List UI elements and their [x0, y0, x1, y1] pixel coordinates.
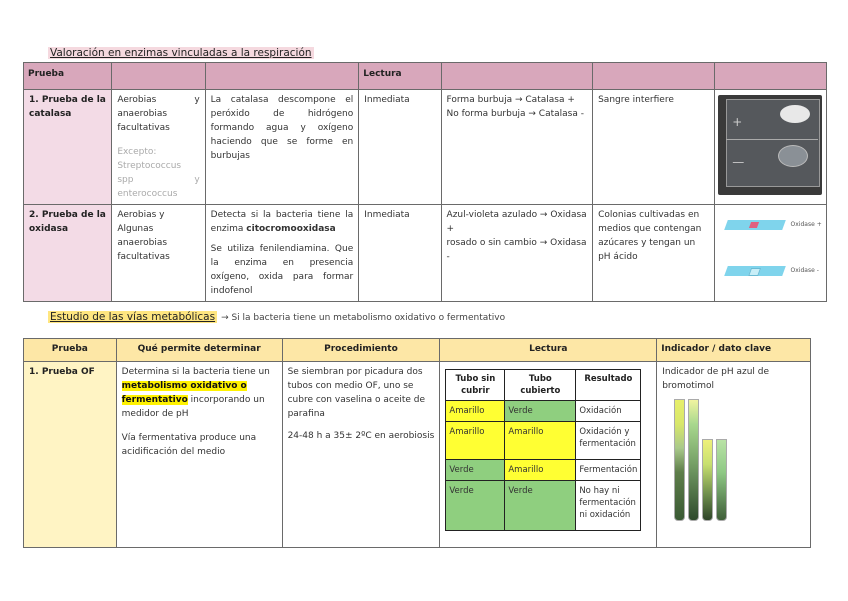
- oxidasa-desc-2: Se utiliza fenilendiamina. Que la enzima en presencia oxígeno, oxida para formar indofenol: [210, 244, 354, 296]
- table-row: [24, 205, 827, 302]
- of-determina: [116, 362, 282, 548]
- catalasa-neg: No forma burbuja → Catalasa -: [446, 109, 584, 119]
- lectura-header-res: Resultado: [576, 370, 641, 401]
- lectura-table: [445, 369, 641, 531]
- minus-label: —: [732, 155, 745, 169]
- header-prueba-of: Prueba: [24, 339, 117, 362]
- tube: [688, 399, 699, 521]
- catalasa-organismos-text: Aerobias y anaerobias facultativas: [117, 95, 200, 133]
- of-lectura: [440, 362, 657, 548]
- header-blank-4: [593, 63, 714, 90]
- strip-positive-label: Oxidase +: [790, 221, 822, 228]
- lectura-table-header: [446, 370, 641, 401]
- tube: [702, 439, 713, 521]
- prueba-of: 1. Prueba OF: [24, 362, 117, 548]
- strip-negative-dot: [748, 268, 761, 276]
- catalasa-excepto: Excepto: Streptococcus spp y enterococcus: [117, 147, 200, 199]
- cell-sin: Amarillo: [446, 422, 505, 460]
- enzyme-table: [23, 62, 827, 302]
- of-determina-pre: Determina si la bacteria tiene un: [121, 367, 270, 377]
- cell-res: No hay ni fermentación ni oxidación: [576, 481, 641, 531]
- metabolic-table: [23, 338, 811, 548]
- cell-sin: Amarillo: [446, 401, 505, 422]
- of-indicador: [657, 362, 811, 548]
- catalasa-nota: Sangre interfiere: [593, 90, 714, 205]
- cell-res: Oxidación: [576, 401, 641, 422]
- plus-label: +: [732, 115, 743, 129]
- cell-sin: Verde: [446, 460, 505, 481]
- prueba-oxidasa: 2. Prueba de la oxidasa: [24, 205, 112, 302]
- oxidasa-pos: Azul-violeta azulado → Oxidasa +: [446, 210, 587, 234]
- header-blank-2: [205, 63, 359, 90]
- of-procedimiento: [282, 362, 440, 548]
- tube: [674, 399, 685, 521]
- of-procedimiento-text: Se siembran por picadura dos tubos con medio OF, uno se cubre con vaselina o aceite de parafina: [287, 367, 426, 419]
- of-condiciones: 24-48 h a 35± 2ºC en aerobiosis: [287, 431, 435, 441]
- cell-cub: Amarillo: [505, 422, 576, 460]
- enzyme-table-header: [24, 63, 827, 90]
- table-row: [446, 401, 641, 422]
- strip-negative: [724, 266, 786, 276]
- table-row: [24, 90, 827, 205]
- of-via: Vía fermentativa produce una acidificación del medio: [121, 433, 257, 457]
- of-indicador-text: Indicador de pH azul de bromotimol: [662, 367, 770, 391]
- catalasa-image-cell: [714, 90, 826, 205]
- catalasa-resultado: [441, 90, 593, 205]
- cell-cub: Verde: [505, 401, 576, 422]
- lectura-header-cub: Tubo cubierto: [505, 370, 576, 401]
- section1-title: Valoración en enzimas vinculadas a la respiración: [50, 47, 312, 59]
- strip-positive: [724, 220, 786, 230]
- slide-divider: [726, 139, 818, 140]
- cell-cub: Amarillo: [505, 460, 576, 481]
- cell-sin: Verde: [446, 481, 505, 531]
- table-row: [446, 460, 641, 481]
- catalasa-descripcion: La catalasa descompone el peróxido de hidrógeno formando agua y oxígeno haciendo que se forme en burbujas: [205, 90, 359, 205]
- header-indicador: Indicador / dato clave: [657, 339, 811, 362]
- catalasa-lectura: Inmediata: [359, 90, 441, 205]
- header-blank-3: [441, 63, 593, 90]
- of-tubes-photo: [670, 399, 730, 539]
- oxidasa-image-cell: [714, 205, 826, 302]
- header-lectura: Lectura: [359, 63, 441, 90]
- catalasa-pos: Forma burbuja → Catalasa +: [446, 95, 575, 105]
- oxidasa-desc-1: [211, 208, 354, 236]
- section2-title: Estudio de las vías metabólicas → Si la bacteria tiene un metabolismo oxidativo o fermentativo: [50, 311, 506, 323]
- catalase-photo: [718, 95, 822, 195]
- strip-negative-label: Oxidase -: [790, 267, 819, 274]
- oxidasa-nota: Colonias cultivadas en medios que contengan azúcares y tengan un pH ácido: [593, 205, 714, 302]
- oxidasa-lectura: Inmediata: [359, 205, 441, 302]
- of-determina-mark: metabolismo oxidativo o fermentativo: [121, 381, 247, 405]
- strip-positive-dot: [748, 222, 758, 228]
- header-lectura-of: Lectura: [440, 339, 657, 362]
- oxidasa-descripcion: [205, 205, 359, 302]
- section2-subtitle: → Si la bacteria tiene un metabolismo oxidativo o fermentativo: [221, 313, 506, 323]
- table-row: [446, 481, 641, 531]
- oxidasa-enzima: citocromooxidasa: [246, 224, 336, 234]
- cell-res: Fermentación: [576, 460, 641, 481]
- header-determina: Qué permite determinar: [116, 339, 282, 362]
- cell-res: Oxidación y fermentación: [576, 422, 641, 460]
- header-blank-1: [112, 63, 205, 90]
- oxidasa-desc-pre: Detecta si la bacteria tiene la enzima: [210, 210, 354, 234]
- header-blank-5: [714, 63, 826, 90]
- cell-cub: Verde: [505, 481, 576, 531]
- catalasa-organismos: [112, 90, 205, 205]
- of-determina-post: incorporando un medidor de pH: [121, 395, 265, 419]
- oxidasa-resultado: [441, 205, 593, 302]
- table-row: [446, 422, 641, 460]
- of-determina-text: [122, 365, 277, 421]
- header-procedimiento: Procedimiento: [282, 339, 440, 362]
- lectura-header-sin: Tubo sin cubrir: [446, 370, 505, 401]
- tube: [716, 439, 727, 521]
- metabolic-table-header: [24, 339, 811, 362]
- header-prueba: Prueba: [24, 63, 112, 90]
- prueba-catalasa: 1. Prueba de la catalasa: [24, 90, 112, 205]
- oxidasa-neg: rosado o sin cambio → Oxidasa -: [446, 238, 587, 262]
- table-row: [24, 362, 811, 548]
- oxidasa-organismos: Aerobias y Algunas anaerobias facultativas: [112, 205, 205, 302]
